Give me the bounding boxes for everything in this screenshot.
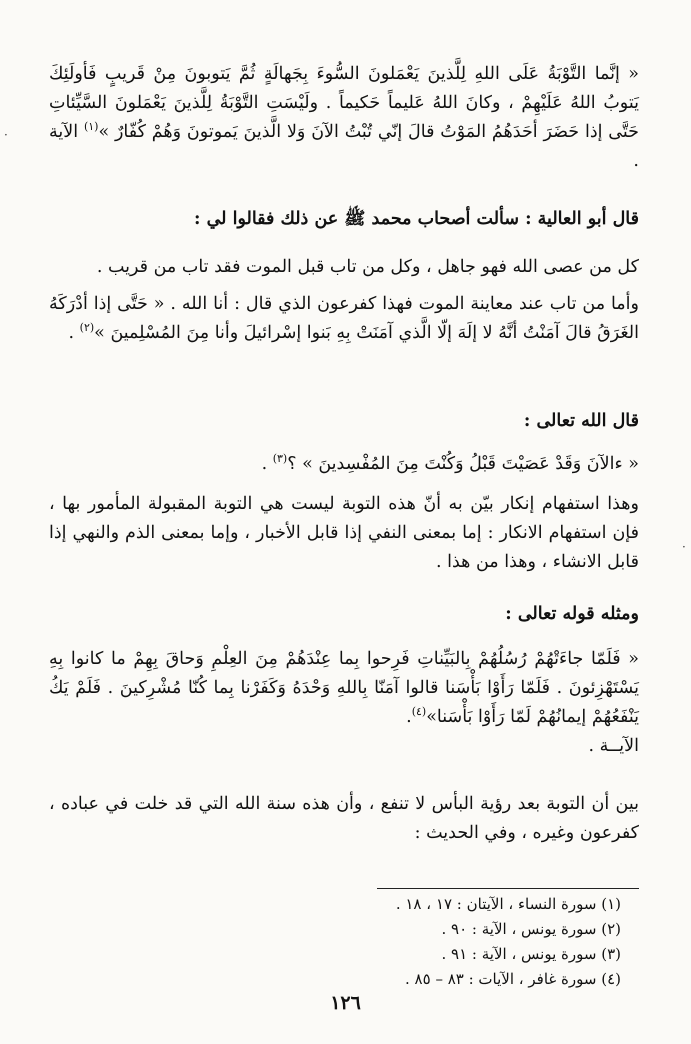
paragraph-now: « ءالآنَ وَقَدْ عَصَيْتَ قَبْلُ وَكُنْتَ مِنَ المُفْسِدينَ » ؟$^{(٣)}$ . xyxy=(261,452,639,474)
paragraph-disobey xyxy=(49,253,639,282)
abu-aliya-line: قال أبو العالية : سألت أصحاب محمد ﷺ عن ذلك فقالوا لي : xyxy=(194,209,639,229)
footnote-3: (٣) سورة يونس ، الآية : ٩١ . xyxy=(441,945,621,963)
paragraph-pharaoh: وأما من تاب عند معاينة الموت فهذا كفرعون الذي قال : أنا الله . « حَتَّى إذا أدْرَكَهُ الغَرَقُ قالَ آمَنْتُ أنَّهُ لا إلَهَ إلّا الَّذي آمَنَتْ بِهِ بَنوا إسْرائيلَ وأنا مِنَ المُسْلِمينَ »$^{(٢)}$ . xyxy=(49,294,639,343)
footnote-divider xyxy=(377,888,639,889)
footnotes xyxy=(81,892,621,992)
footnote-ref-2: (٢) xyxy=(79,321,95,335)
ghafir-tail: الآيــة . xyxy=(588,736,639,756)
paragraph-abu-aliya xyxy=(49,205,639,234)
footnote-4: (٤) سورة غافر ، الآيات : ٨٣ – ٨٥ . xyxy=(405,970,621,988)
verse-text: « إنَّما التَّوْبَةُ عَلَى اللهِ لِلَّذينَ يَعْمَلونَ السُّوءَ بِجَهالَةٍ ثُمَّ يَتوبونَ مِنْ قَريبٍ فَأولَئِكَ يَتوبُ اللهُ عَلَيْهِمْ ، وكانَ اللهُ عَليماً حَكيماً . ولَيْسَتِ التَّوْبَةُ لِلَّذينَ يَعْمَلونَ السَّيِّئاتِ حَتَّى إذا حَضَرَ أحَدَهُمُ المَوْتُ قالَ إنّي تُبْتُ الآنَ وَلا الَّذينَ يَموتونَ وَهُمْ كُفّارٌ » xyxy=(49,64,639,142)
paragraph-sunnah xyxy=(49,790,639,848)
footnote-ref-3: (٣) xyxy=(272,452,288,466)
ghafir-verse: « فَلَمّا جاءَتْهُمْ رُسُلُهُمْ بِالبَيِّناتِ فَرِحوا بِما عِنْدَهُمْ مِنَ العِلْمِ وَحاقَ بِهِمْ ما كانوا بِهِ يَسْتَهْزِئونَ . فَلَمّا رَأَوْا بَأْسَنا قالوا آمَنّا بِاللهِ وَحْدَهُ وَكَفَرْنا بِما كُنّا مُشْرِكينَ . فَلَمْ يَكُ يَنْفَعُهُمْ إيمانُهُمْ لَمّا رَأَوْا بَأْسَنا» xyxy=(49,649,639,727)
paragraph-quran-nisa xyxy=(49,60,639,176)
similar-line: ومثله قوله تعالى : xyxy=(505,604,639,624)
sunnah-text: بين أن التوبة بعد رؤية البأس لا تنفع ، وأن هذه سنة الله التي قد خلت في عباده ، كفرعون وغيره ، وفي الحديث : xyxy=(49,794,639,843)
paragraph-similar xyxy=(49,600,639,629)
page-number: ١٢٦ xyxy=(330,992,361,1014)
paragraph-istifham xyxy=(49,490,639,577)
istifham-text: وهذا استفهام إنكار بيّن به أنّ هذه التوبة ليست هي التوبة المقبولة المأمور بها ، فإن استفهام الانكار : إما بمعنى النفي إذا قابل الأخبار ، وإما بمعنى الذم والنهي إذا قابل الانشاء ، وهذا من هذا . xyxy=(49,494,639,572)
pharaoh-text: وأما من تاب عند معاينة الموت فهذا كفرعون الذي قال : أنا الله . « حَتَّى إذا أدْرَكَهُ الغَرَقُ قالَ آمَنْتُ أنَّهُ لا إلَهَ إلّا الَّذي آمَنَتْ بِهِ بَنوا إسْرائيلَ وأنا مِنَ المُسْلِمينَ » xyxy=(49,294,639,343)
paragraph-allah-said xyxy=(49,407,639,436)
footnote-2: (٢) سورة يونس ، الآية : ٩٠ . xyxy=(441,920,621,938)
verse-tail: الآية . xyxy=(49,122,639,171)
margin-mark-right: · xyxy=(682,540,686,554)
disobey-text: كل من عصى الله فهو جاهل ، وكل من تاب قبل الموت فقد تاب من قريب . xyxy=(96,257,639,277)
footnote-1: (١) سورة النساء ، الآيتان : ١٧ ، ١٨ . xyxy=(395,895,621,913)
footnote-ref-4: (٤) xyxy=(411,705,427,719)
allah-said-line: قال الله تعالى : xyxy=(523,411,639,431)
margin-mark-left: · xyxy=(4,128,8,142)
paragraph-ghafir: « فَلَمّا جاءَتْهُمْ رُسُلُهُمْ بِالبَيِّناتِ فَرِحوا بِما عِنْدَهُمْ مِنَ العِلْمِ وَحاقَ بِهِمْ ما كانوا بِهِ يَسْتَهْزِئونَ . فَلَمّا رَأَوْا بَأْسَنا قالوا آمَنّا بِاللهِ وَحْدَهُ وَكَفَرْنا بِما كُنّا مُشْرِكينَ . فَلَمْ يَكُ يَنْفَعُهُمْ إيمانُهُمْ لَمّا رَأَوْا بَأْسَنا»$^{(٤)}$. الآيــة . xyxy=(49,645,639,761)
footnote-ref-1: (١) xyxy=(83,120,99,134)
now-verse: « ءالآنَ وَقَدْ عَصَيْتَ قَبْلُ وَكُنْتَ مِنَ المُفْسِدينَ » ؟ xyxy=(287,454,639,474)
